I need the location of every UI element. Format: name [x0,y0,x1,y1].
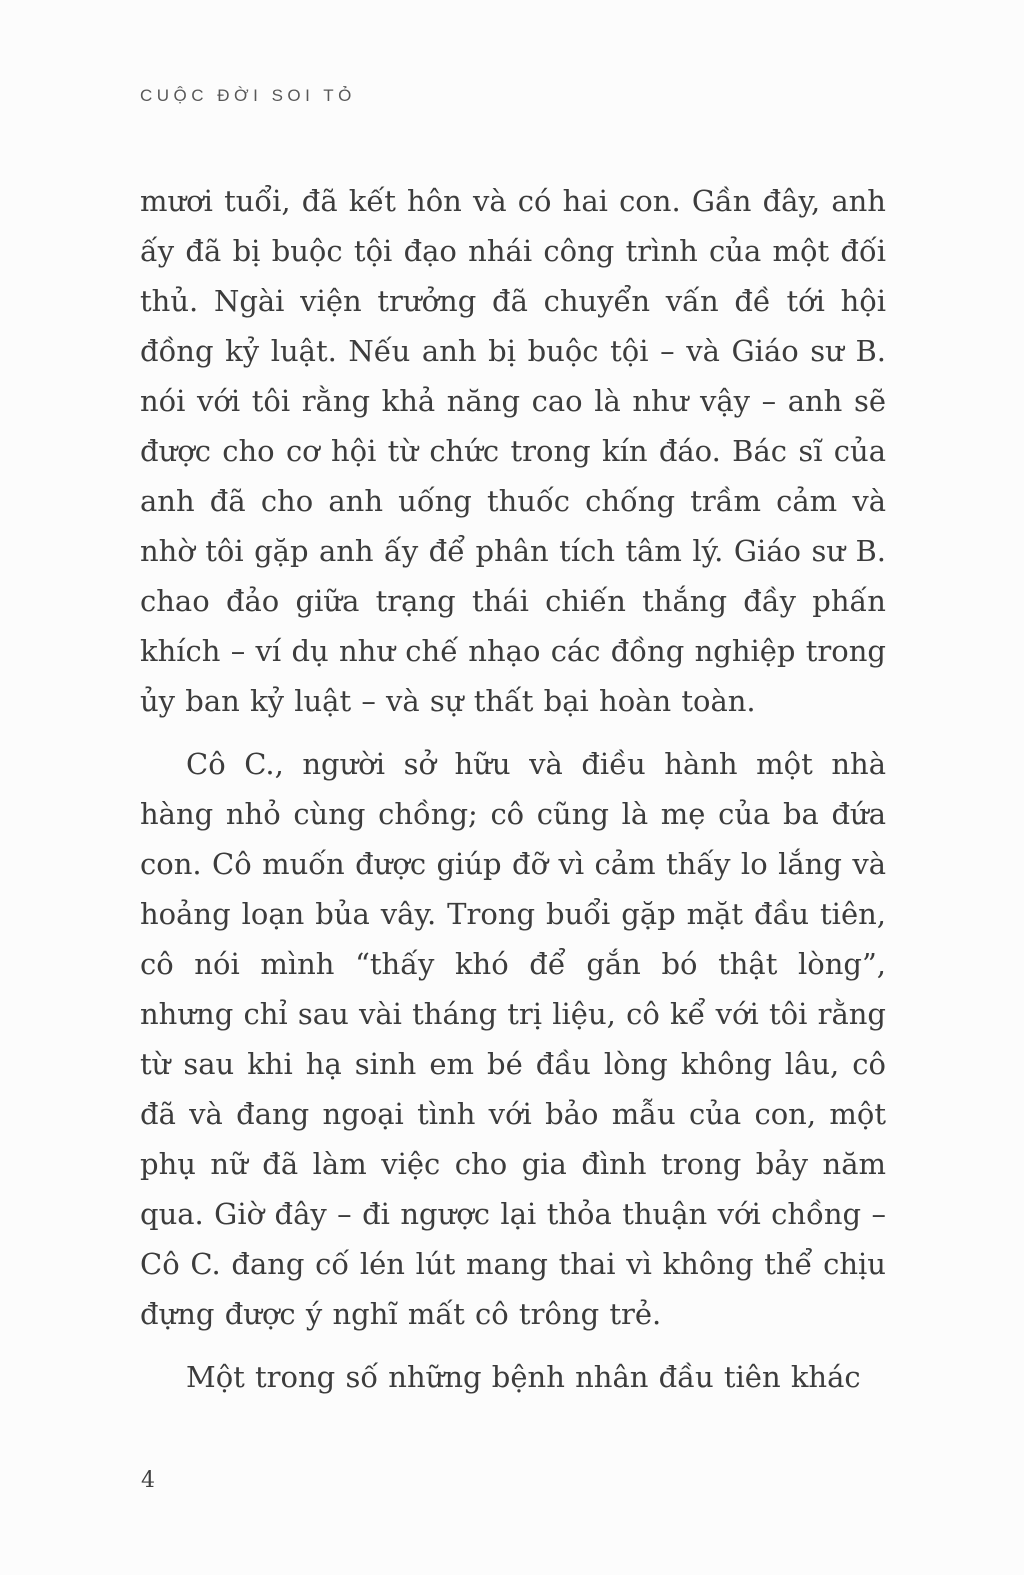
body-text [140,176,886,1402]
page-number: 4 [141,1468,155,1493]
paragraph: mươi tuổi, đã kết hôn và có hai con. Gần đây, anh ấy đã bị buộc tội đạo nhái công trình của một đối thủ. Ngài viện trưởng đã chuyển vấn đề tới hội đồng kỷ luật. Nếu anh bị buộc tội – và Giáo sư B. nói với tôi rằng khả năng cao là như vậy – anh sẽ được cho cơ hội từ chức trong kín đáo. Bác sĩ của anh đã cho anh uống thuốc chống trầm cảm và nhờ tôi gặp anh ấy để phân tích tâm lý. Giáo sư B. chao đảo giữa trạng thái chiến thắng đầy phấn khích – ví dụ như chế nhạo các đồng nghiệp trong ủy ban kỷ luật – và sự thất bại hoàn toàn. [140,184,886,718]
paragraph: Một trong số những bệnh nhân đầu tiên khác [186,1360,861,1394]
running-header: CUỘC ĐỜI SOI TỎ [140,86,356,105]
paragraph: Cô C., người sở hữu và điều hành một nhà hàng nhỏ cùng chồng; cô cũng là mẹ của ba đứa con. Cô muốn được giúp đỡ vì cảm thấy lo lắng và hoảng loạn bủa vây. Trong buổi gặp mặt đầu tiên, cô nói mình “thấy khó để gắn bó thật lòng”, nhưng chỉ sau vài tháng trị liệu, cô kể với tôi rằng từ sau khi hạ sinh em bé đầu lòng không lâu, cô đã và đang ngoại tình với bảo mẫu của con, một phụ nữ đã làm việc cho gia đình trong bảy năm qua. Giờ đây – đi ngược lại thỏa thuận với chồng – Cô C. đang cố lén lút mang thai vì không thể chịu đựng được ý nghĩ mất cô trông trẻ. [140,747,886,1331]
